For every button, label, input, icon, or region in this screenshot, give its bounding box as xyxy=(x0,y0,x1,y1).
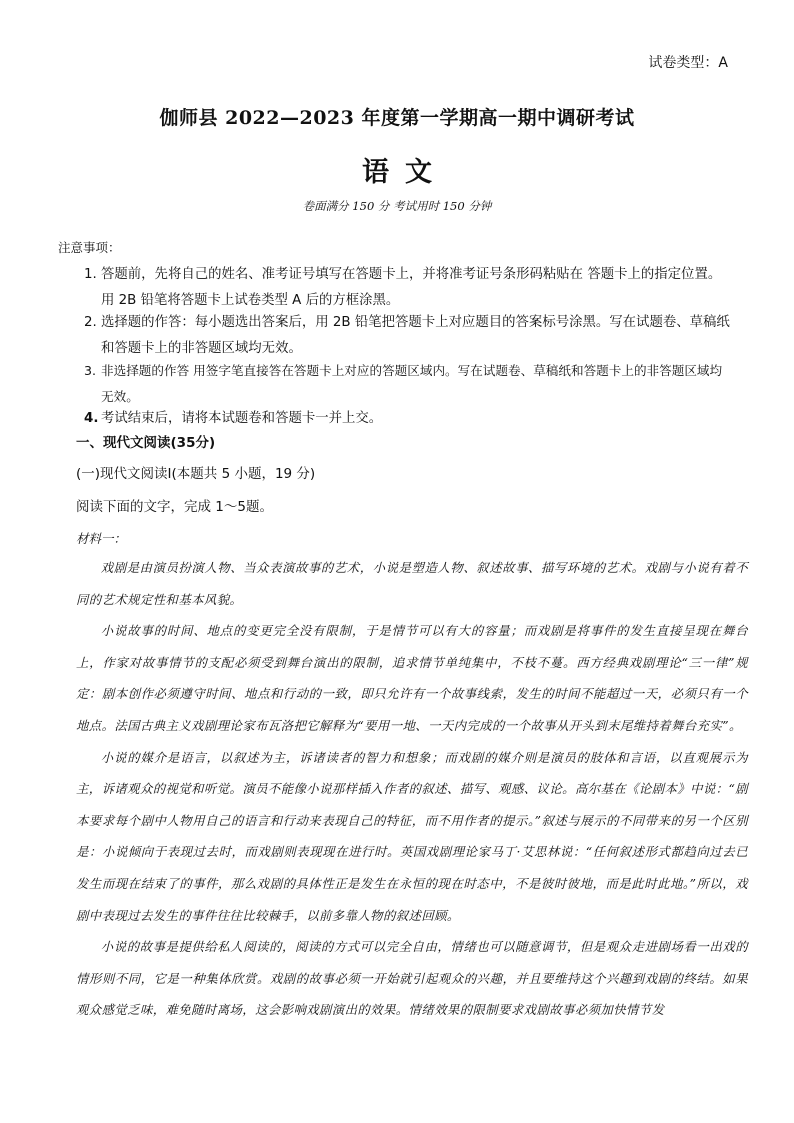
exam-title: 伽师县 2022—2023 年度第一学期高一期中调研考试 xyxy=(159,107,635,129)
notice-label: 注意事项： xyxy=(58,240,121,255)
reading-passage xyxy=(76,552,748,1026)
notice-item-text: 非选择题的作答 用签字笔直接答在答题卡上对应的答题区域内。写在试题卷、草稿纸和答题卡上的非答题区域均无效。 xyxy=(101,363,723,404)
notice-item-number: 3. xyxy=(84,363,97,378)
notice-item-text: 选择题的作答：每小题选出答案后，用 2B 铅笔把答题卡上对应题目的答案标号涂黑。写在试题卷、草稿纸和答题卡上的非答题区域均无效。 xyxy=(101,315,730,356)
passage-paragraph: 小说的媒介是语言，以叙述为主，诉诸读者的智力和想象；而戏剧的媒介则是演员的肢体和言语，以直观展示为主，诉诸观众的视觉和听觉。演员不能像小说那样插入作者的叙述、描写、观感、议论。高尔基在《论剧本》中说：“剧本要求每个剧中人物用自己的语言和行动来表现自己的特征，而不用作者的提示。”叙述与展示的不同带来的另一个区别是：小说倾向于表现过去时，而戏剧则表现现在进行时。英国戏剧理论家马丁·艾思林说：“任何叙述形式都趋向过去已发生而现在结束了的事件，那么戏剧的具体性正是发生在永恒的现在时态中，不是彼时彼地，而是此时此地。”所以，戏剧中表现过去发生的事件往往比较棘手，以前多靠人物的叙述回顾。 xyxy=(76,749,748,923)
notice-item-number: 2. xyxy=(84,315,97,330)
reading-instruction: 阅读下面的文字，完成 1～5题。 xyxy=(76,499,273,515)
notice-item-text: 考试结束后，请将本试题卷和答题卡一并上交。 xyxy=(101,411,383,426)
subject-title: 语文 xyxy=(362,157,448,188)
notice-item-number: 4. xyxy=(84,411,99,426)
passage-paragraph: 小说的故事是提供给私人阅读的，阅读的方式可以完全自由，情绪也可以随意调节，但是观众走进剧场看一出戏的情形则不同，它是一种集体欣赏。戏剧的故事必须一开始就引起观众的兴趣，并且要维持这个兴趣到戏剧的终结。如果观众感觉乏味，难免随时离场，这会影响戏剧演出的效果。情绪效果的限制要求戏剧故事必须加快情节发 xyxy=(76,939,748,1018)
passage-paragraph: 小说故事的时间、地点的变更完全没有限制，于是情节可以有大的容量；而戏剧是将事件的发生直接呈现在舞台上，作家对故事情节的支配必须受到舞台演出的限制，追求情节单纯集中，不枝不蔓。西方经典戏剧理论“三一律”规定：剧本创作必须遵守时间、地点和行动的一致，即只允许有一个故事线索，发生的时间不能超过一天，必须只有一个地点。法国古典主义戏剧理论家布瓦洛把它解释为“要用一地、一天内完成的一个故事从开头到末尾维持着舞台充实”。 xyxy=(76,623,748,733)
notice-item-number: 1. xyxy=(84,267,97,282)
exam-info: 卷面满分 150 分 考试用时 150 分钟 xyxy=(302,199,492,213)
notice-item xyxy=(84,406,734,432)
notice-item xyxy=(84,358,734,410)
paper-type-label: 试卷类型：A xyxy=(648,55,728,71)
notice-item xyxy=(84,262,734,314)
notice-item xyxy=(84,310,734,362)
subsection-title: (一)现代文阅读Ⅰ(本题共 5 小题，19 分) xyxy=(76,466,316,482)
section-title: 一、现代文阅读(35分) xyxy=(76,435,216,451)
passage-paragraph: 戏剧是由演员扮演人物、当众表演故事的艺术，小说是塑造人物、叙述故事、描写环境的艺术。戏剧与小说有着不同的艺术规定性和基本风貌。 xyxy=(76,560,748,607)
material-label: 材料一： xyxy=(76,531,127,546)
notice-item-text: 答题前，先将自己的姓名、准考证号填写在答题卡上，并将准考证号条形码粘贴在 答题卡上的指定位置。用 2B 铅笔将答题卡上试卷类型 A 后的方框涂黑。 xyxy=(101,267,722,308)
